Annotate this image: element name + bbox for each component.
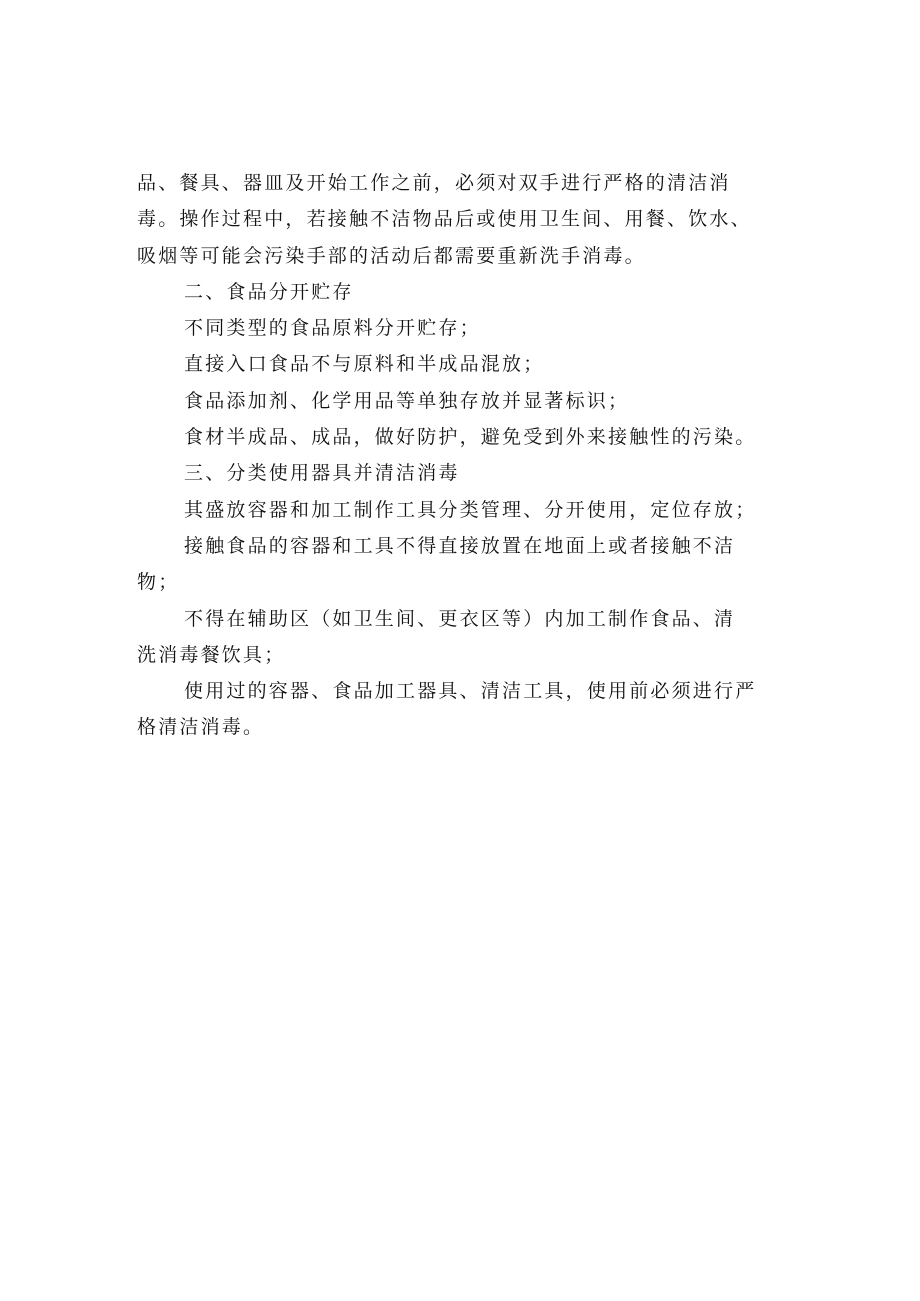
list-item: 不同类型的食品原料分开贮存； xyxy=(184,317,481,340)
list-item-continuation: 洗消毒餐饮具； xyxy=(137,643,286,666)
list-item: 其盛放容器和加工制作工具分类管理、分开使用，定位存放； xyxy=(184,498,757,521)
list-item-continuation: 物； xyxy=(137,571,180,594)
list-item-continuation: 格清洁消毒。 xyxy=(137,716,265,739)
section-heading-utensils: 三、分类使用器具并清洁消毒 xyxy=(184,462,460,485)
list-item: 使用过的容器、食品加工器具、清洁工具，使用前必须进行严 xyxy=(184,680,757,703)
paragraph-line: 吸烟等可能会污染手部的活动后都需要重新洗手消毒。 xyxy=(137,244,646,267)
document-body xyxy=(137,165,777,746)
section-heading-storage: 二、食品分开贮存 xyxy=(184,280,354,303)
list-item: 食品添加剂、化学用品等单独存放并显著标识； xyxy=(184,389,630,412)
paragraph-line: 品、餐具、器皿及开始工作之前，必须对双手进行严格的清洁消 xyxy=(137,172,731,194)
list-item: 不得在辅助区（如卫生间、更衣区等）内加工制作食品、清 xyxy=(184,607,736,630)
list-item: 直接入口食品不与原料和半成品混放； xyxy=(184,353,545,376)
paragraph-line: 毒。操作过程中，若接触不洁物品后或使用卫生间、用餐、饮水、 xyxy=(137,208,752,231)
list-item: 接触食品的容器和工具不得直接放置在地面上或者接触不洁 xyxy=(184,534,736,557)
list-item: 食材半成品、成品，做好防护，避免受到外来接触性的污染。 xyxy=(184,426,757,449)
